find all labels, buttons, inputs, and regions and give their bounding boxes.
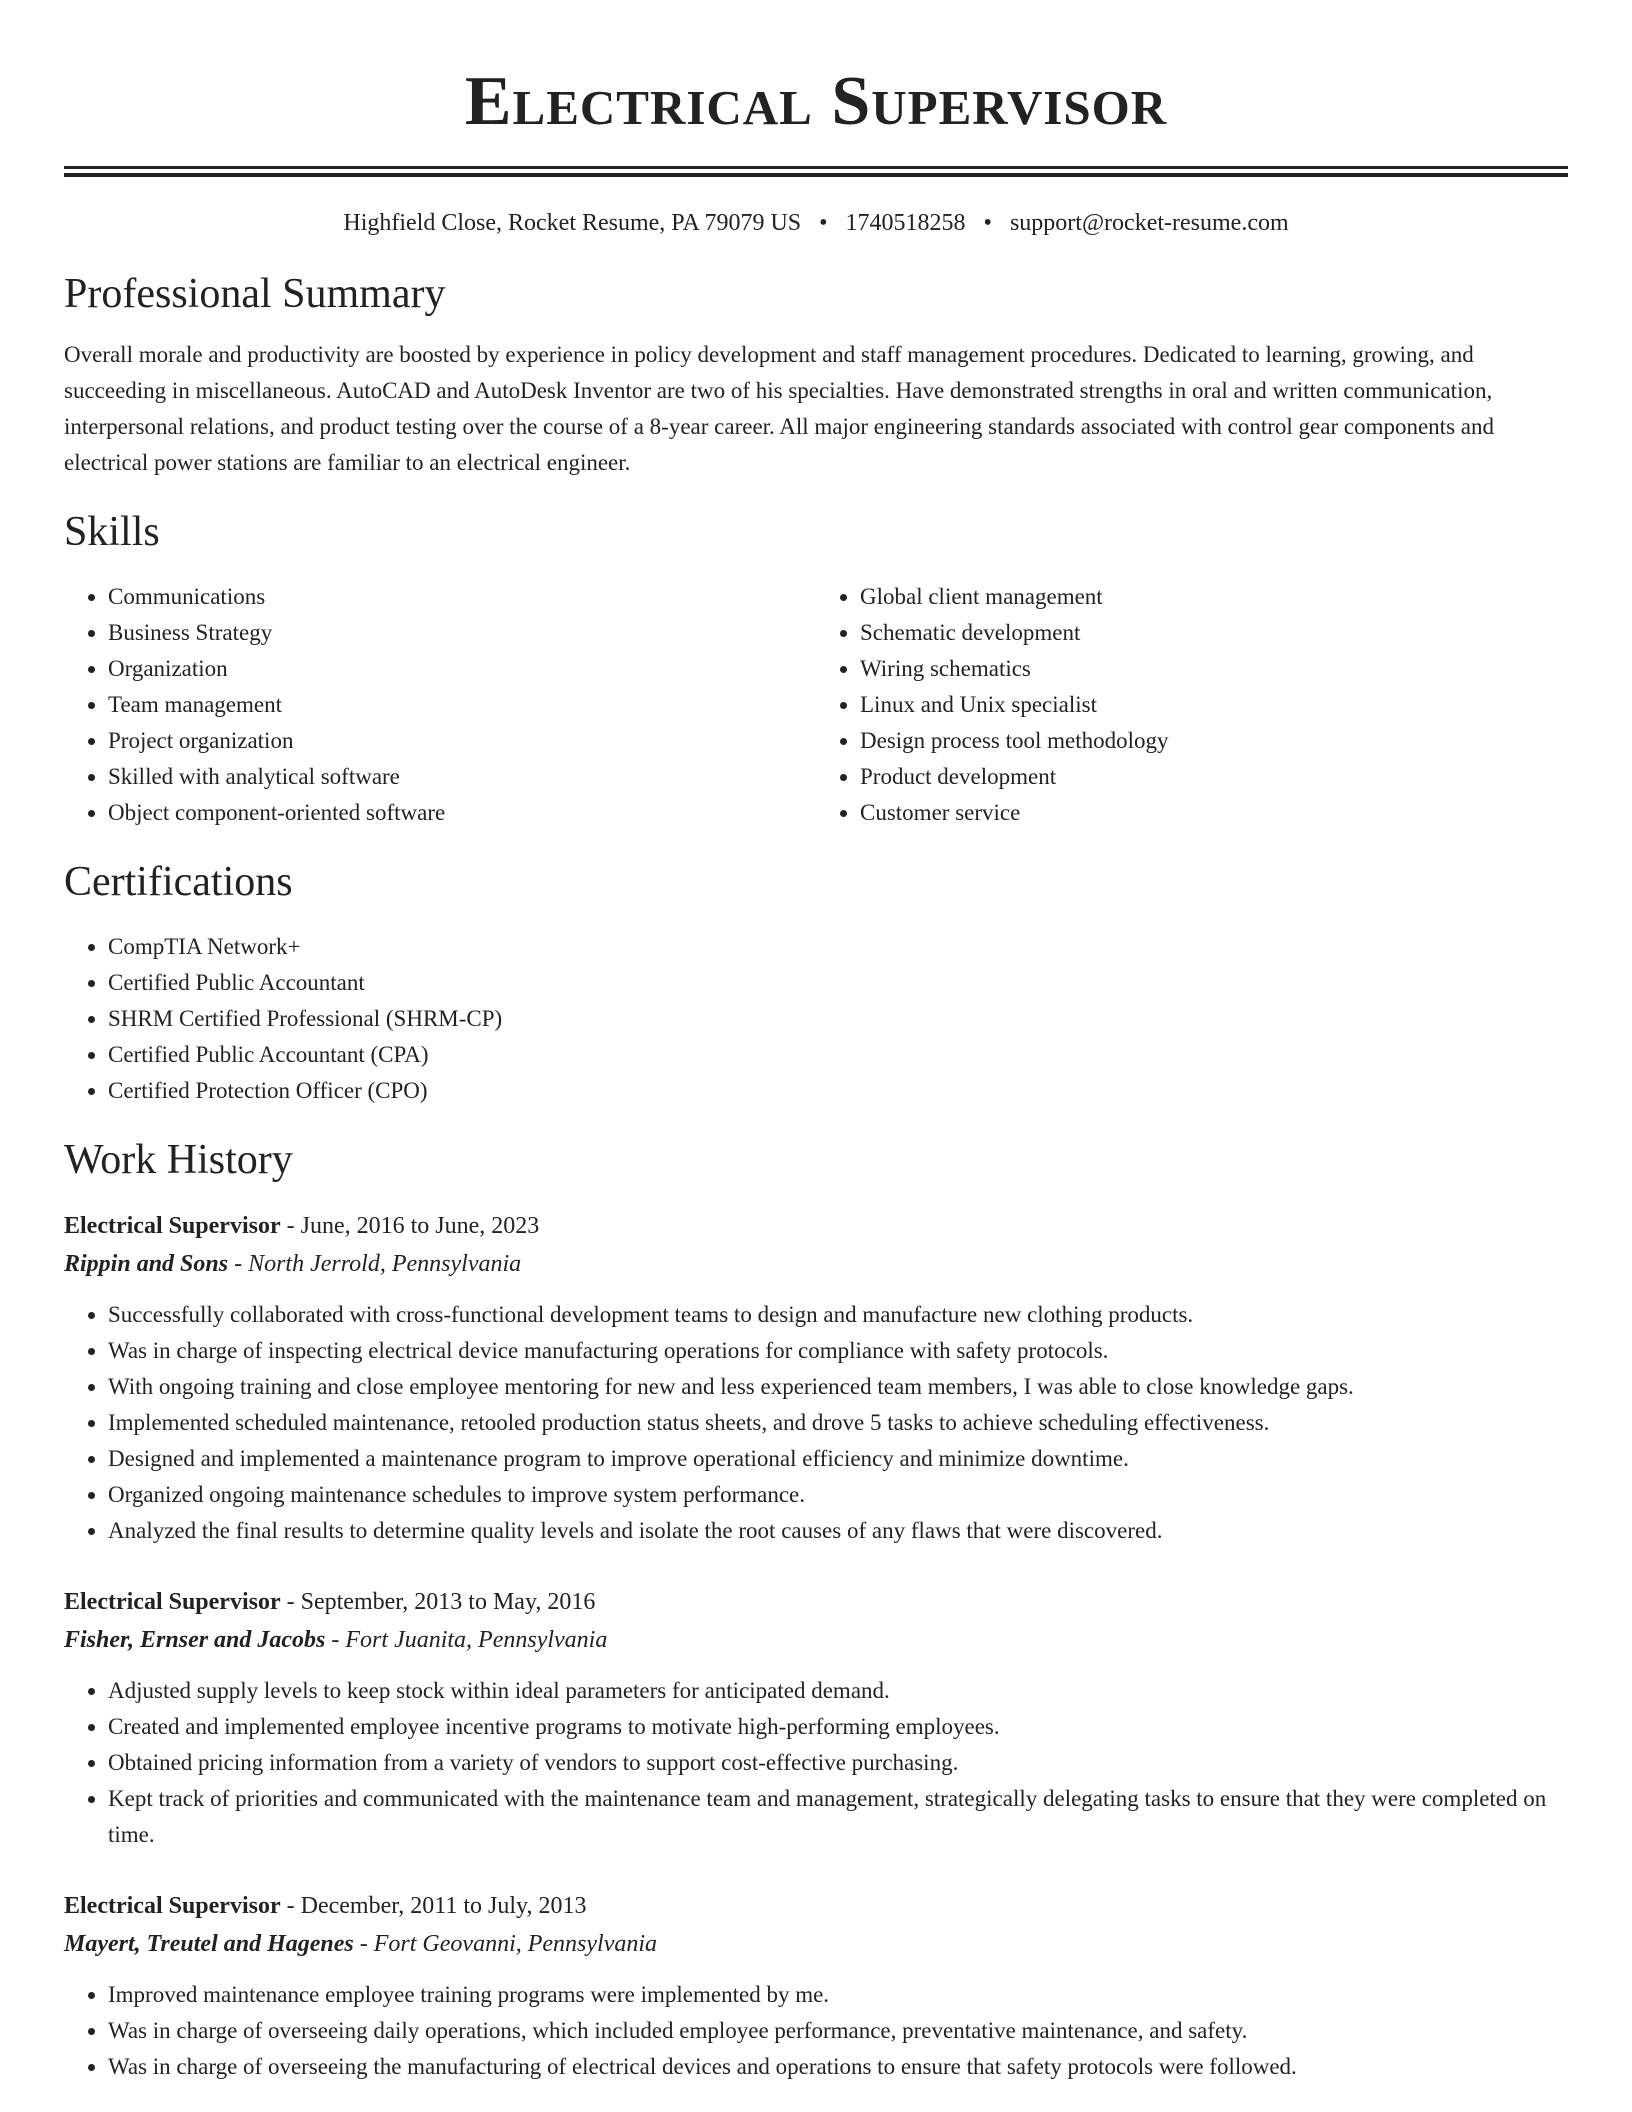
contact-email: support@rocket-resume.com [1009,210,1289,236]
summary-text: Overall morale and productivity are boosted by experience in policy development and staff management procedures. Dedicated to learning, growing, and succeeding in miscellaneous. AutoCAD and AutoDesk Inventor are two of his specialties. Have demonstrated strengths in oral and written communication, interpersonal relations, and product testing over the course of a 8-year career. All major engineering standards associated with control gear components and electrical power stations are familiar to an electrical engineer. [64,342,1494,475]
job-dates: - September, 2013 to May, 2016 [280,1589,596,1615]
skill-item: • Customer service [860,795,1568,831]
certification-item: • SHRM Certified Professional (SHRM-CP) [108,1001,1568,1037]
job-entry [64,1887,1568,2085]
skills-heading: Skills [64,509,160,555]
skills-columns [64,579,1568,831]
job-title-line [64,1207,1568,1245]
job-bullets [64,1673,1568,1853]
job-title: Electrical Supervisor [64,1893,281,1919]
work-history-heading: Work History [64,1137,293,1183]
job-bullet: • Was in charge of inspecting electrical device manufacturing operations for compliance with safety protocols. [108,1333,1568,1369]
job-dates: - December, 2011 to July, 2013 [280,1893,587,1919]
job-bullet: • Was in charge of overseeing the manufacturing of electrical devices and operations to ensure that safety protocols were followed. [108,2049,1568,2085]
skill-item: • Wiring schematics [860,651,1568,687]
header-divider [64,166,1568,177]
skill-item: • Skilled with analytical software [108,759,816,795]
contact-line [64,207,1568,239]
skill-item: • Product development [860,759,1568,795]
job-title-line [64,1887,1568,1925]
job-entry [64,1583,1568,1853]
certifications-list [64,929,1568,1109]
certification-item: • CompTIA Network+ [108,929,1568,965]
job-bullet: • Adjusted supply levels to keep stock within ideal parameters for anticipated demand. [108,1673,1568,1709]
skill-item: • Schematic development [860,615,1568,651]
job-bullet: • Was in charge of overseeing daily operations, which included employee performance, preventative maintenance, and safety. [108,2013,1568,2049]
job-bullet: • Implemented scheduled maintenance, retooled production status sheets, and drove 5 tasks to achieve scheduling effectiveness. [108,1405,1568,1441]
skill-item: • Design process tool methodology [860,723,1568,759]
job-dates: - June, 2016 to June, 2023 [280,1213,540,1239]
job-company-line [64,1925,1568,1963]
contact-separator: • [819,210,828,236]
job-entry [64,1207,1568,1549]
certification-item: • Certified Public Accountant [108,965,1568,1001]
skill-item: • Project organization [108,723,816,759]
job-company-line [64,1245,1568,1283]
skill-item: • Organization [108,651,816,687]
job-bullet: • Obtained pricing information from a variety of vendors to support cost-effective purchasing. [108,1745,1568,1781]
job-company: Fisher, Ernser and Jacobs [64,1627,326,1653]
contact-address: Highfield Close, Rocket Resume, PA 79079 US [343,210,802,236]
skills-list-left [64,579,816,831]
job-bullet: • Created and implemented employee incentive programs to motivate high-performing employees. [108,1709,1568,1745]
summary-heading: Professional Summary [64,271,446,317]
job-bullets [64,1297,1568,1549]
skill-item: • Business Strategy [108,615,816,651]
contact-phone: 1740518258 [845,210,966,236]
job-bullet: • Analyzed the final results to determine quality levels and isolate the root causes of any flaws that were discovered. [108,1513,1568,1549]
job-title: Electrical Supervisor [64,1213,281,1239]
job-bullet: • Designed and implemented a maintenance program to improve operational efficiency and minimize downtime. [108,1441,1568,1477]
certifications-heading: Certifications [64,859,293,905]
skill-item: • Team management [108,687,816,723]
contact-separator: • [983,210,992,236]
job-title-line [64,1583,1568,1621]
resume-page [64,0,1568,2085]
skill-item: • Object component-oriented software [108,795,816,831]
job-company-line [64,1621,1568,1659]
certification-item: • Certified Public Accountant (CPA) [108,1037,1568,1073]
skill-item: • Communications [108,579,816,615]
resume-name: Electrical Supervisor [464,63,1168,140]
job-bullet: • Organized ongoing maintenance schedules to improve system performance. [108,1477,1568,1513]
job-location: - Fort Geovanni, Pennsylvania [353,1931,658,1957]
job-bullets [64,1977,1568,2085]
job-bullet: • Improved maintenance employee training programs were implemented by me. [108,1977,1568,2013]
job-location: - North Jerrold, Pennsylvania [228,1251,522,1277]
job-bullet: • With ongoing training and close employee mentoring for new and less experienced team members, I was able to close knowledge gaps. [108,1369,1568,1405]
skills-list-right [816,579,1568,831]
job-location: - Fort Juanita, Pennsylvania [325,1627,608,1653]
job-title: Electrical Supervisor [64,1589,281,1615]
certification-item: • Certified Protection Officer (CPO) [108,1073,1568,1109]
job-company: Mayert, Treutel and Hagenes [64,1931,354,1957]
job-bullet: • Successfully collaborated with cross-functional development teams to design and manufacture new clothing products. [108,1297,1568,1333]
skill-item: • Linux and Unix specialist [860,687,1568,723]
job-bullet: • Kept track of priorities and communicated with the maintenance team and management, strategically delegating tasks to ensure that they were completed on time. [108,1781,1568,1853]
skill-item: • Global client management [860,579,1568,615]
job-company: Rippin and Sons [64,1251,229,1277]
